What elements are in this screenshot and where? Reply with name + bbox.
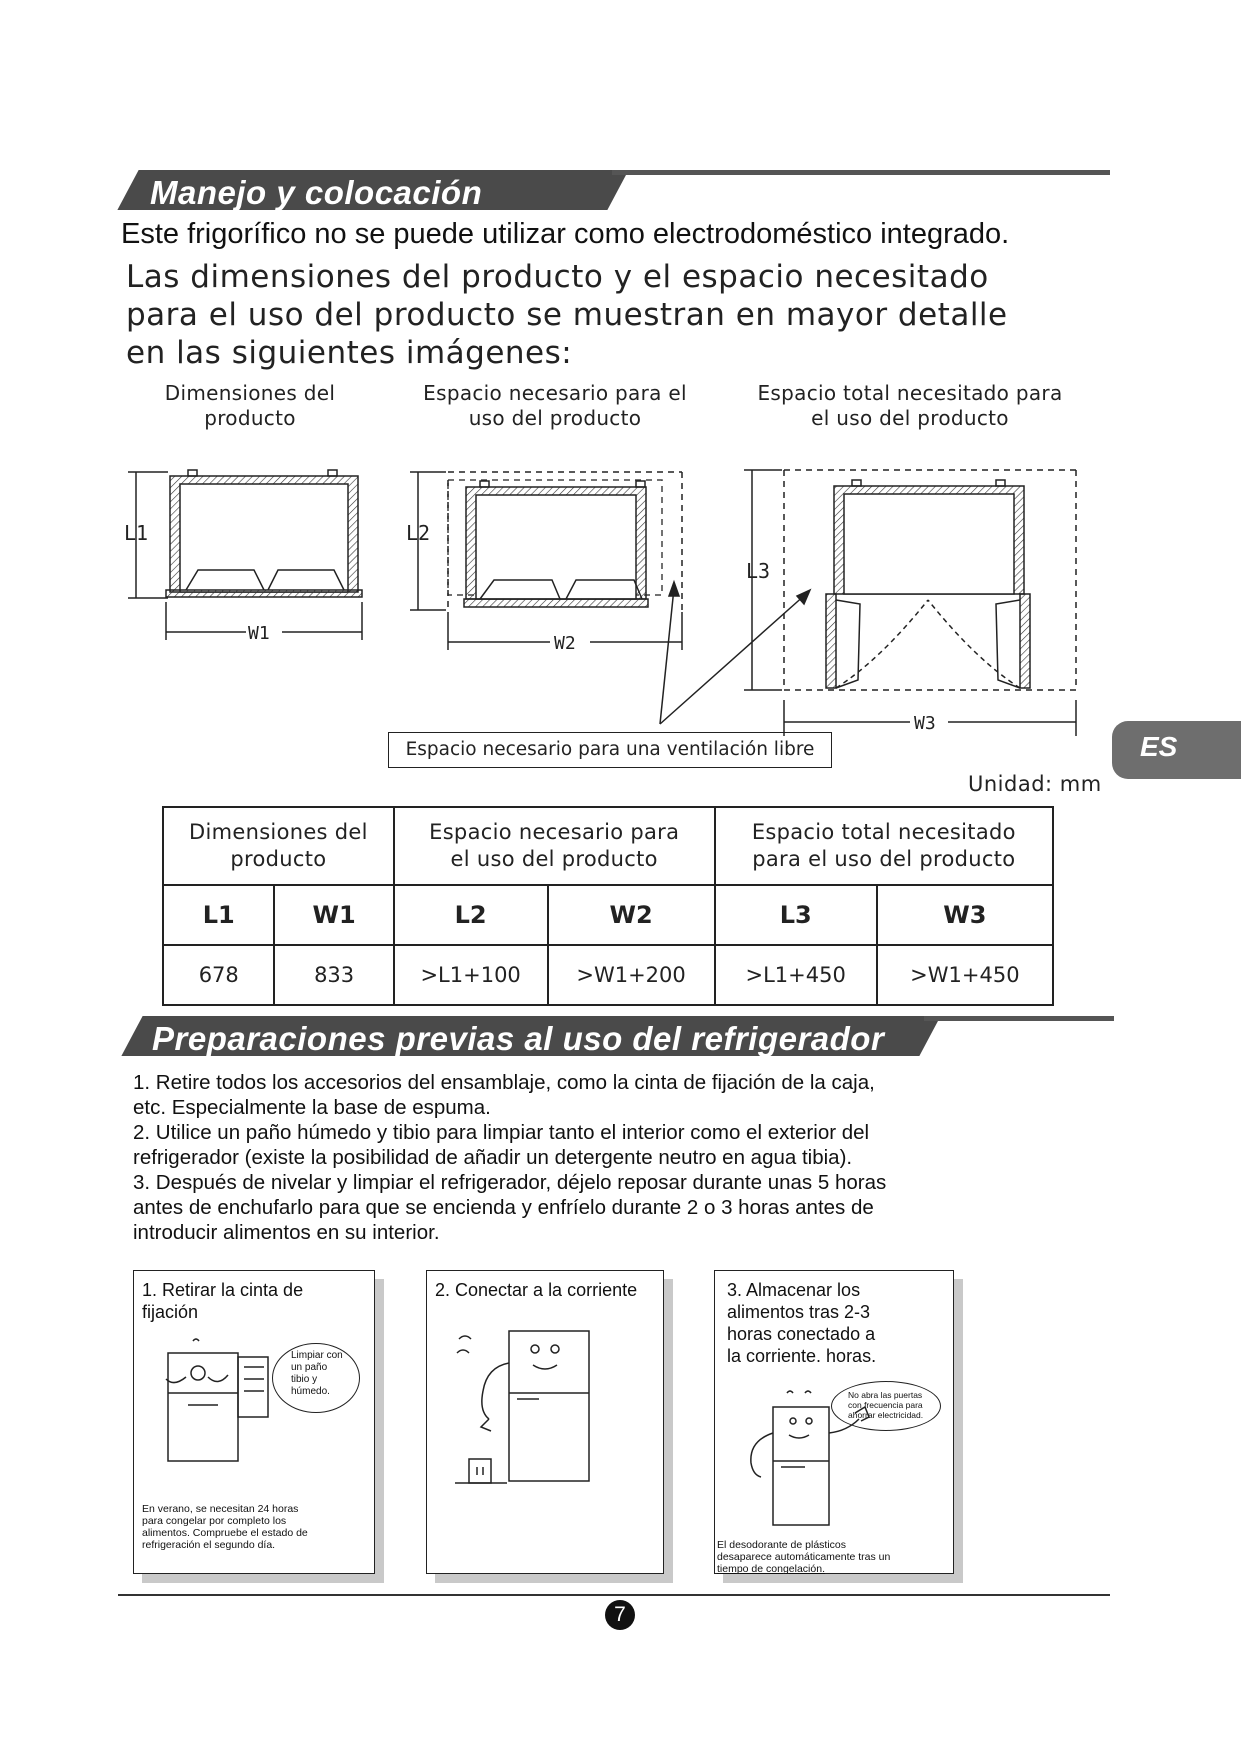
dim-label-W2: W2: [554, 633, 576, 654]
diagram-label-product-dimensions: Dimensiones del producto: [164, 381, 336, 430]
intro-paragraph: Las dimensiones del producto y el espacio necesitado para el uso del producto se muestran en mayor detalle en las siguientes imágenes:: [126, 259, 1008, 371]
dimension-diagrams: [0, 0, 1241, 800]
section-title-handling: Manejo y colocación: [150, 174, 483, 211]
page-number: 7: [605, 1600, 635, 1630]
table-cell: L1: [163, 885, 274, 945]
table-header: Espacio total necesitado para el uso del producto: [715, 807, 1053, 885]
table-cell: L3: [715, 885, 877, 945]
diagram-total-space: [744, 470, 1076, 736]
table-cell: 833: [274, 945, 393, 1005]
panel-title: 2. Conectar a la corriente: [435, 1280, 638, 1300]
footer-rule: [118, 1594, 1110, 1596]
tip-bubble: Limpiar con un paño tibio y húmedo.: [272, 1343, 360, 1413]
section-banner-preparations: [118, 1016, 1114, 1056]
dim-label-L1: L1: [124, 521, 149, 545]
diagram-label-total-space: Espacio total necesitado para el uso del producto: [757, 381, 1063, 430]
panel-title: 1. Retirar la cinta de fijación: [142, 1280, 304, 1322]
table-cell: 678: [163, 945, 274, 1005]
diagram-label-required-space: Espacio necesario para el uso del producto: [423, 381, 687, 430]
dimensions-table: [162, 806, 1054, 1006]
fridge-plug-illustration: [447, 1313, 637, 1493]
table-header-row: [163, 807, 1053, 885]
table-header: Dimensiones del producto: [163, 807, 394, 885]
panel-remove-tape: [133, 1270, 375, 1574]
table-cell: L2: [394, 885, 548, 945]
fridge-cleaning-illustration: [148, 1333, 298, 1463]
dim-label-W3: W3: [914, 713, 936, 734]
dim-label-L2: L2: [406, 521, 431, 545]
section-title-preparations: Preparaciones previas al uso del refrigerador: [152, 1020, 885, 1057]
table-symbol-row: [163, 885, 1053, 945]
table-value-row: [163, 945, 1053, 1005]
lead-text: Este frigorífico no se puede utilizar como electrodoméstico integrado.: [121, 218, 1010, 250]
unit-label: Unidad: mm: [968, 772, 1102, 796]
table-cell: W3: [877, 885, 1053, 945]
table-cell: >L1+100: [394, 945, 548, 1005]
tip-bubble: No abra las puertas con frecuencia para ahorrar electricidad.: [831, 1381, 941, 1431]
diagram-product-dimensions: [128, 470, 362, 640]
panel-title: 3. Almacenar los alimentos tras 2-3 horas conectado a la corriente. horas.: [727, 1280, 877, 1366]
panel-store-food: [714, 1270, 954, 1574]
language-tab: ES: [1112, 721, 1241, 779]
preparation-instructions: 1. Retire todos los accesorios del ensamblaje, como la cinta de fijación de la caja, etc. Especialmente la base de espuma. 2. Utilice un paño húmedo y tibio para limpiar tanto el interior como el exterior del refrigerador (existe la posibilidad de añadir un detergente neutro en agua tibia). 3. Después de nivelar y limpiar el refrigerador, déjelo reposar durante unas 5 horas antes de enchufarlo para que se encienda y enfríelo durante 2 o 3 horas antes de introducir alimentos en su interior.: [133, 1071, 887, 1244]
table-header: Espacio necesario para el uso del producto: [394, 807, 715, 885]
ventilation-arrows: [660, 582, 810, 724]
table-cell: >L1+450: [715, 945, 877, 1005]
table-cell: W2: [548, 885, 715, 945]
panel-note: En verano, se necesitan 24 horas para congelar por completo los alimentos. Compruebe el estado de refrigeración el segundo día.: [142, 1503, 308, 1551]
diagram-required-space: [410, 472, 682, 650]
table-cell: W1: [274, 885, 393, 945]
table-cell: >W1+450: [877, 945, 1053, 1005]
panel-note: El desodorante de plásticos desaparece automáticamente tras un tiempo de congelación.: [717, 1539, 891, 1575]
ventilation-label: Espacio necesario para una ventilación libre: [388, 732, 832, 768]
table-cell: >W1+200: [548, 945, 715, 1005]
dim-label-W1: W1: [248, 623, 270, 644]
panel-plug-in: [426, 1270, 664, 1574]
fridge-food-illustration: [729, 1387, 889, 1527]
dim-label-L3: L3: [746, 559, 771, 583]
